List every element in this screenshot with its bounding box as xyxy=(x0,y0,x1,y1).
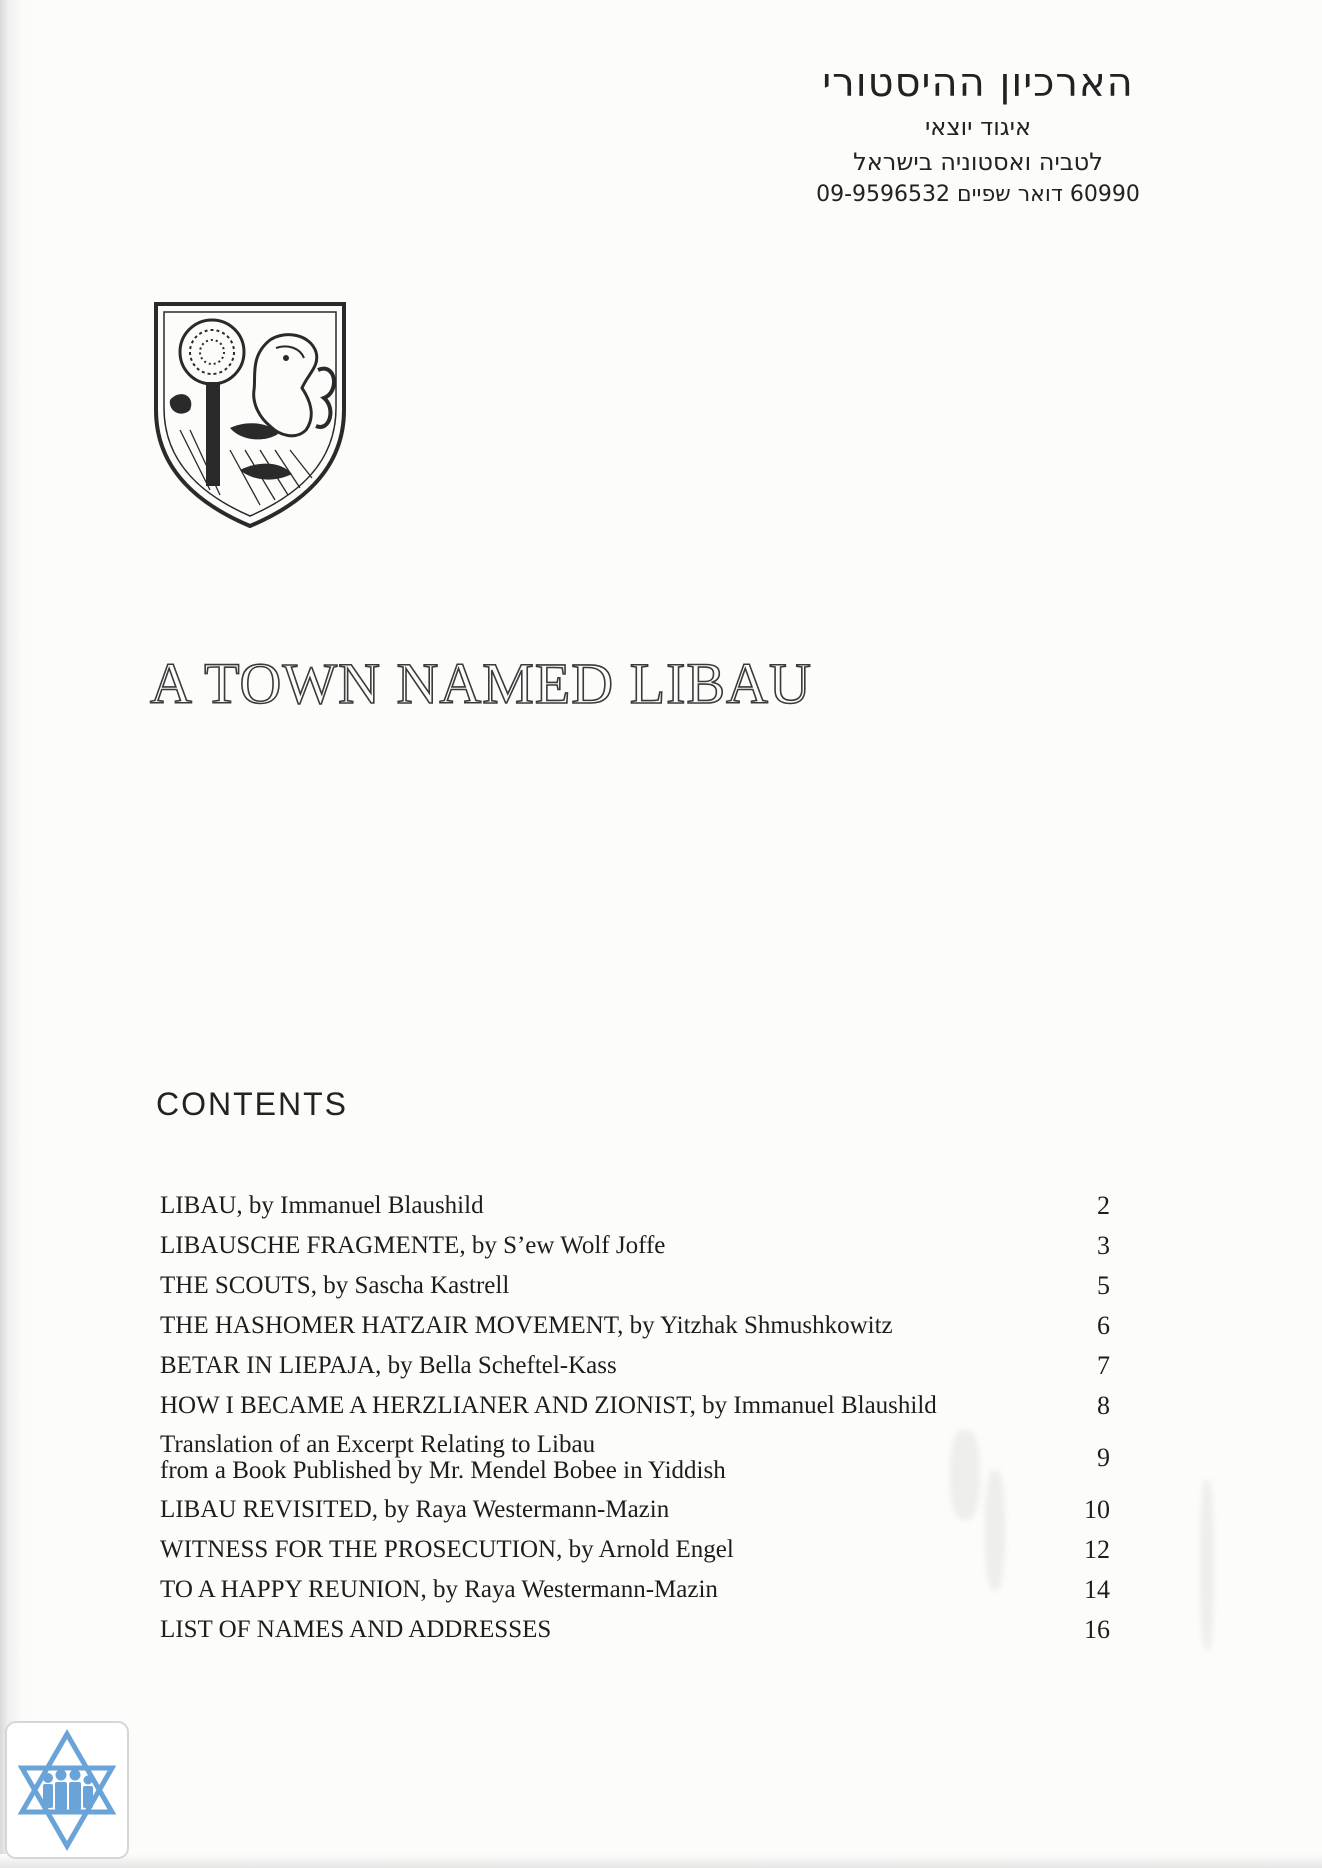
toc-entry xyxy=(160,1496,1110,1524)
toc-entry-title: THE HASHOMER HATZAIR MOVEMENT, by Yitzhak Shmushkowitz xyxy=(160,1312,893,1339)
archive-country: לטביה ואסטוניה בישראל xyxy=(853,148,1103,176)
toc-entry-title: TO A HAPPY REUNION, by Raya Westermann-Mazin xyxy=(160,1576,718,1603)
toc-entry-title: BETAR IN LIEPAJA, by Bella Scheftel-Kass xyxy=(160,1352,617,1379)
archive-header xyxy=(768,56,1188,210)
toc-entry-page: 6 xyxy=(1097,1311,1110,1340)
archive-name: הארכיון ההיסטורי xyxy=(822,60,1134,106)
table-of-contents xyxy=(160,1192,1110,1656)
toc-entry xyxy=(160,1576,1110,1604)
toc-entry-page: 14 xyxy=(1084,1575,1110,1604)
toc-entry xyxy=(160,1192,1110,1220)
toc-entry-title: WITNESS FOR THE PROSECUTION, by Arnold Engel xyxy=(160,1536,734,1563)
toc-entry-title: LIBAUSCHE FRAGMENTE, by S’ew Wolf Joffe xyxy=(160,1232,666,1259)
toc-entry-title: LIBAU REVISITED, by Raya Westermann-Mazin xyxy=(160,1496,670,1523)
archive-association: איגוד יוצאי xyxy=(924,113,1032,141)
scan-smudge xyxy=(1200,1480,1214,1650)
toc-entry-title: LIBAU, by Immanuel Blaushild xyxy=(160,1192,484,1219)
toc-entry xyxy=(160,1232,1110,1260)
toc-entry-title-line1: Translation of an Excerpt Relating to Libau xyxy=(160,1431,596,1458)
toc-entry-page: 8 xyxy=(1097,1391,1110,1420)
coat-of-arms-icon xyxy=(150,300,350,530)
toc-entry-page: 16 xyxy=(1084,1615,1110,1644)
toc-entry xyxy=(160,1272,1110,1300)
toc-entry xyxy=(160,1432,1110,1484)
toc-entry-page: 3 xyxy=(1097,1231,1110,1260)
toc-entry-page: 10 xyxy=(1084,1495,1110,1524)
toc-entry xyxy=(160,1312,1110,1340)
contents-heading: CONTENTS xyxy=(156,1086,348,1122)
toc-entry xyxy=(160,1392,1110,1420)
toc-entry xyxy=(160,1352,1110,1380)
archive-contact: 60990 דואר שפיים 09-9596532 xyxy=(816,182,1140,207)
toc-entry-page: 5 xyxy=(1097,1271,1110,1300)
toc-entry-title xyxy=(160,1432,1070,1484)
toc-entry-title: THE SCOUTS, by Sascha Kastrell xyxy=(160,1272,510,1299)
toc-entry-title: LIST OF NAMES AND ADDRESSES xyxy=(160,1616,552,1643)
toc-entry-title: HOW I BECAME A HERZLIANER AND ZIONIST, by Immanuel Blaushild xyxy=(160,1392,937,1419)
toc-entry-page: 9 xyxy=(1097,1443,1110,1472)
toc-entry-page: 7 xyxy=(1097,1351,1110,1380)
star-of-david-family-icon xyxy=(4,1720,130,1860)
toc-entry xyxy=(160,1616,1110,1644)
toc-entry-title-line2: from a Book Published by Mr. Mendel Bobee in Yiddish xyxy=(160,1457,726,1484)
toc-entry-page: 12 xyxy=(1084,1535,1110,1564)
toc-entry xyxy=(160,1536,1110,1564)
document-title: A TOWN NAMED LIBAU xyxy=(150,651,812,716)
toc-entry-page: 2 xyxy=(1097,1191,1110,1220)
page-bottom-edge xyxy=(0,1854,1322,1868)
